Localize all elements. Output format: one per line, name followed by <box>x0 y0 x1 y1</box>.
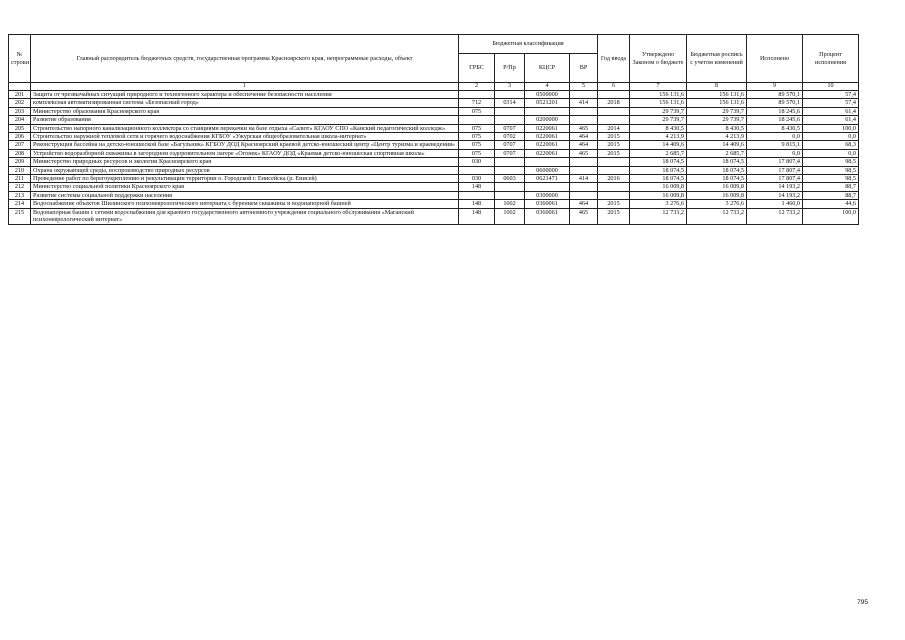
row-year <box>598 158 630 166</box>
table-row <box>9 116 859 124</box>
row-kcsr: 0220061 <box>525 149 570 157</box>
row-grbs: 075 <box>459 133 495 141</box>
row-number: 207 <box>9 141 31 149</box>
row-rpr: 0314 <box>495 99 525 107</box>
row-name: Строительство наружной тепловой сети и горячего водоснабжения КГБОУ «Ужурская общеобразовательная школа-интернат» <box>31 133 459 141</box>
row-name: Развитие системы социальной поддержки населения <box>31 191 459 199</box>
row-percent: 0,0 <box>803 149 859 157</box>
row-year: 2018 <box>598 99 630 107</box>
header-budget-classification: Бюджетная классификация <box>459 35 598 54</box>
row-name: Развитие образования <box>31 116 459 124</box>
row-percent: 0,0 <box>803 133 859 141</box>
row-name: Охрана окружающей среды, воспроизводство природных ресурсов <box>31 166 459 174</box>
row-vr: 464 <box>570 141 598 149</box>
row-approved: 2 685,7 <box>630 149 687 157</box>
row-approved: 29 739,7 <box>630 116 687 124</box>
row-percent: 57,4 <box>803 99 859 107</box>
row-kcsr: 0360061 <box>525 208 570 224</box>
row-number: 201 <box>9 91 31 99</box>
row-kcsr <box>525 183 570 191</box>
row-approved: 3 276,6 <box>630 200 687 208</box>
row-approved: 156 131,6 <box>630 91 687 99</box>
row-schedule: 8 430,5 <box>687 124 747 132</box>
colnum-3: 3 <box>495 83 525 91</box>
row-grbs: 075 <box>459 107 495 115</box>
column-numbers-row <box>9 83 859 91</box>
row-executed: 14 193,2 <box>747 191 803 199</box>
row-kcsr: 0300000 <box>525 191 570 199</box>
row-grbs: 148 <box>459 183 495 191</box>
row-vr <box>570 107 598 115</box>
row-rpr: 0707 <box>495 149 525 157</box>
colnum-1: 1 <box>31 83 459 91</box>
row-grbs: 148 <box>459 208 495 224</box>
row-number: 204 <box>9 116 31 124</box>
row-grbs <box>459 191 495 199</box>
row-grbs: 148 <box>459 200 495 208</box>
row-kcsr: 0220061 <box>525 141 570 149</box>
row-grbs: 075 <box>459 149 495 157</box>
colnum-7: 7 <box>630 83 687 91</box>
row-year: 2015 <box>598 208 630 224</box>
header-schedule: Бюджетная роспись с учетом изменений <box>687 35 747 83</box>
row-approved: 16 009,8 <box>630 191 687 199</box>
row-schedule: 29 739,7 <box>687 107 747 115</box>
row-number: 214 <box>9 200 31 208</box>
row-percent: 98,5 <box>803 166 859 174</box>
row-approved: 18 074,5 <box>630 175 687 183</box>
row-vr <box>570 116 598 124</box>
colnum-2: 2 <box>459 83 495 91</box>
row-kcsr: 0220061 <box>525 124 570 132</box>
row-percent: 100,0 <box>803 124 859 132</box>
row-executed: 9 815,1 <box>747 141 803 149</box>
row-schedule: 16 009,8 <box>687 183 747 191</box>
row-schedule: 4 213,9 <box>687 133 747 141</box>
row-grbs: 075 <box>459 124 495 132</box>
row-executed: 89 570,1 <box>747 99 803 107</box>
row-grbs <box>459 91 495 99</box>
row-name: Водоснабжение объектов Шилинского психоневрологического интерната с бурением скважины и водонапорной башней <box>31 200 459 208</box>
table-row <box>9 107 859 115</box>
row-rpr: 1002 <box>495 200 525 208</box>
row-kcsr <box>525 158 570 166</box>
row-number: 205 <box>9 124 31 132</box>
row-name: Водонапорная башня с сетями водоснабжения для краевого государственного автономного учреждения социального обслуживания «Маганский психоневрологический интернат» <box>31 208 459 224</box>
row-vr <box>570 183 598 191</box>
row-kcsr: 0600000 <box>525 166 570 174</box>
row-number: 212 <box>9 183 31 191</box>
row-percent: 100,0 <box>803 208 859 224</box>
row-year: 2015 <box>598 149 630 157</box>
row-schedule: 18 074,5 <box>687 166 747 174</box>
row-rpr <box>495 116 525 124</box>
row-schedule: 16 009,8 <box>687 191 747 199</box>
row-vr: 465 <box>570 149 598 157</box>
row-approved: 18 074,5 <box>630 158 687 166</box>
row-year <box>598 116 630 124</box>
table-row <box>9 208 859 224</box>
row-vr <box>570 191 598 199</box>
row-year <box>598 166 630 174</box>
table-row <box>9 166 859 174</box>
table-row <box>9 191 859 199</box>
row-rpr: 0707 <box>495 141 525 149</box>
row-number: 211 <box>9 175 31 183</box>
row-vr: 414 <box>570 99 598 107</box>
row-name: Министерство природных ресурсов и экологии Красноярского края <box>31 158 459 166</box>
row-kcsr: 0521201 <box>525 99 570 107</box>
header-executed: Исполнено <box>747 35 803 83</box>
row-rpr <box>495 183 525 191</box>
row-executed: 14 193,2 <box>747 183 803 191</box>
row-name: Министерство образования Красноярского края <box>31 107 459 115</box>
colnum-4: 4 <box>525 83 570 91</box>
row-executed: 17 807,4 <box>747 158 803 166</box>
row-year: 2015 <box>598 141 630 149</box>
row-rpr <box>495 158 525 166</box>
row-number: 210 <box>9 166 31 174</box>
header-approved: Утверждено Законом о бюджете <box>630 35 687 83</box>
row-schedule: 156 131,6 <box>687 99 747 107</box>
row-vr <box>570 91 598 99</box>
page-number: 795 <box>857 599 868 606</box>
row-percent: 61,4 <box>803 107 859 115</box>
budget-table <box>8 34 859 225</box>
colnum-6: 6 <box>598 83 630 91</box>
header-percent: Процент исполнения <box>803 35 859 83</box>
header-year: Год ввода <box>598 35 630 83</box>
row-kcsr: 0621471 <box>525 175 570 183</box>
header-rpr: Р/Пр <box>495 54 525 83</box>
row-year <box>598 183 630 191</box>
row-vr <box>570 158 598 166</box>
row-executed: 89 570,1 <box>747 91 803 99</box>
row-number: 202 <box>9 99 31 107</box>
row-grbs: 030 <box>459 158 495 166</box>
row-year <box>598 107 630 115</box>
row-percent: 44,6 <box>803 200 859 208</box>
row-executed: 18 245,6 <box>747 116 803 124</box>
row-number: 206 <box>9 133 31 141</box>
row-percent: 88,7 <box>803 191 859 199</box>
row-executed: 8 430,5 <box>747 124 803 132</box>
row-vr: 464 <box>570 133 598 141</box>
row-vr <box>570 166 598 174</box>
row-rpr: 0707 <box>495 124 525 132</box>
colnum-8: 8 <box>687 83 747 91</box>
header-vr: ВР <box>570 54 598 83</box>
row-approved: 29 739,7 <box>630 107 687 115</box>
row-name: Устройство водоразборной скважины в загородном оздоровительном лагере «Огонек» КГАОУ ДОД «Краевая детско-юношеская спортивная школа» <box>31 149 459 157</box>
row-rpr: 0603 <box>495 175 525 183</box>
row-year: 2015 <box>598 200 630 208</box>
row-kcsr: 0500000 <box>525 91 570 99</box>
row-number: 215 <box>9 208 31 224</box>
row-number: 209 <box>9 158 31 166</box>
row-year: 2016 <box>598 175 630 183</box>
header-row-number: № строки <box>9 35 31 83</box>
row-percent: 57,4 <box>803 91 859 99</box>
row-name: комплексная автоматизированная система «Безопасный город» <box>31 99 459 107</box>
row-schedule: 14 409,6 <box>687 141 747 149</box>
row-percent: 68,3 <box>803 141 859 149</box>
row-rpr <box>495 191 525 199</box>
row-approved: 8 430,5 <box>630 124 687 132</box>
row-rpr: 0702 <box>495 133 525 141</box>
budget-sheet <box>8 34 859 225</box>
row-year: 2014 <box>598 124 630 132</box>
row-kcsr: 0220061 <box>525 133 570 141</box>
row-percent: 61,4 <box>803 116 859 124</box>
row-executed: 17 807,4 <box>747 175 803 183</box>
row-executed: 1 460,0 <box>747 200 803 208</box>
row-vr: 465 <box>570 208 598 224</box>
row-number: 208 <box>9 149 31 157</box>
row-name: Проведение работ по берегоукреплению и рекультивации территории о. Городской г. Енисейска (р. Енисей) <box>31 175 459 183</box>
header-grbs: ГРБС <box>459 54 495 83</box>
row-approved: 4 213,9 <box>630 133 687 141</box>
row-number: 203 <box>9 107 31 115</box>
header-kcsr: КЦСР <box>525 54 570 83</box>
row-schedule: 18 074,5 <box>687 175 747 183</box>
row-name: Реконструкция бассейна на детско-юношеской базе «Багульник» КГБОУ ДОД Красноярский краевой детско-юношеский центр «Центр туризма и краеведения» <box>31 141 459 149</box>
row-rpr <box>495 91 525 99</box>
row-percent: 98,5 <box>803 175 859 183</box>
row-rpr <box>495 166 525 174</box>
row-schedule: 3 276,6 <box>687 200 747 208</box>
row-kcsr: 0360061 <box>525 200 570 208</box>
row-vr: 414 <box>570 175 598 183</box>
row-schedule: 156 131,6 <box>687 91 747 99</box>
row-vr: 464 <box>570 200 598 208</box>
row-grbs: 712 <box>459 99 495 107</box>
table-row <box>9 124 859 132</box>
row-executed: 0,0 <box>747 133 803 141</box>
row-year <box>598 191 630 199</box>
row-approved: 14 409,6 <box>630 141 687 149</box>
table-row <box>9 99 859 107</box>
table-row <box>9 183 859 191</box>
colnum-5: 5 <box>570 83 598 91</box>
row-percent: 88,7 <box>803 183 859 191</box>
colnum-0 <box>9 83 31 91</box>
row-kcsr <box>525 107 570 115</box>
row-vr: 465 <box>570 124 598 132</box>
row-executed: 17 807,4 <box>747 166 803 174</box>
row-schedule: 12 733,2 <box>687 208 747 224</box>
row-grbs <box>459 116 495 124</box>
row-executed: 12 733,2 <box>747 208 803 224</box>
table-row <box>9 133 859 141</box>
row-schedule: 2 685,7 <box>687 149 747 157</box>
row-rpr <box>495 107 525 115</box>
row-approved: 156 131,6 <box>630 99 687 107</box>
row-rpr: 1002 <box>495 208 525 224</box>
row-grbs <box>459 166 495 174</box>
row-executed: 0,0 <box>747 149 803 157</box>
row-year: 2015 <box>598 133 630 141</box>
row-name: Строительство напорного канализационного коллектора со станциями перекачки на базе отдыха «Салют» КГАОУ СПО «Канский педагогический колледж» <box>31 124 459 132</box>
row-percent: 98,5 <box>803 158 859 166</box>
colnum-10: 10 <box>803 83 859 91</box>
colnum-9: 9 <box>747 83 803 91</box>
row-approved: 16 009,8 <box>630 183 687 191</box>
table-row <box>9 200 859 208</box>
row-approved: 18 074,5 <box>630 166 687 174</box>
table-row <box>9 91 859 99</box>
row-executed: 18 245,6 <box>747 107 803 115</box>
row-name: Защита от чрезвычайных ситуаций природного и техногенного характера и обеспечение безопасности населения <box>31 91 459 99</box>
row-approved: 12 733,2 <box>630 208 687 224</box>
row-schedule: 29 739,7 <box>687 116 747 124</box>
row-grbs: 030 <box>459 175 495 183</box>
table-row <box>9 175 859 183</box>
row-number: 213 <box>9 191 31 199</box>
row-year <box>598 91 630 99</box>
header-name: Главный распорядитель бюджетных средств, государственная программа Красноярского края, непрограммные расходы, объект <box>31 35 459 83</box>
table-row <box>9 149 859 157</box>
row-grbs: 075 <box>459 141 495 149</box>
table-row <box>9 141 859 149</box>
row-name: Министерство социальной политики Красноярского края <box>31 183 459 191</box>
row-schedule: 18 074,5 <box>687 158 747 166</box>
table-row <box>9 158 859 166</box>
row-kcsr: 0200000 <box>525 116 570 124</box>
